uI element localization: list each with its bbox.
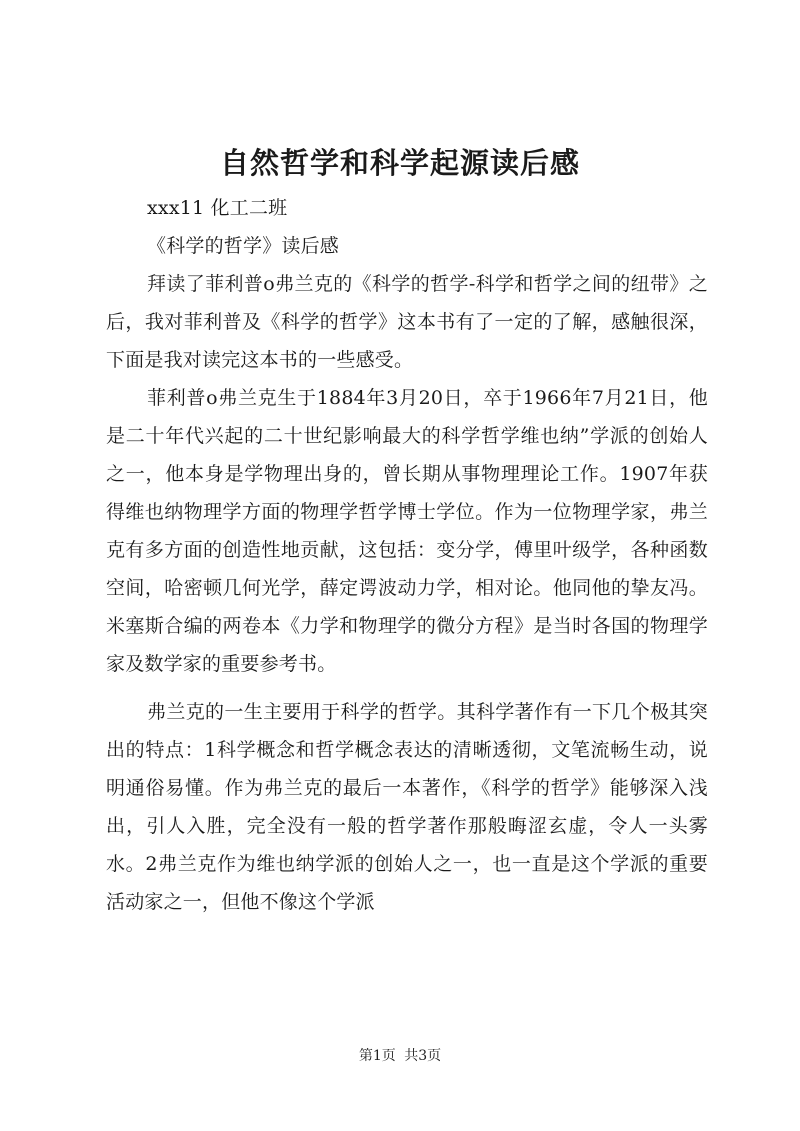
page-total: 共3页 xyxy=(404,1048,442,1064)
document-body xyxy=(106,189,708,921)
essay-subtitle: 《科学的哲学》读后感 xyxy=(147,235,340,257)
page-number: 第1页 xyxy=(358,1048,396,1064)
document-title: 自然哲学和科学起源读后感 xyxy=(219,146,580,180)
paragraph-1: 拜读了菲利普o弗兰克的《科学的哲学-科学和哲学之间的纽带》之后，我对菲利普及《科学的哲学》这本书有了一定的了解，感触很深，下面是我对读完这本书的一些感受。 xyxy=(106,273,708,371)
paragraph-3: 弗兰克的一生主要用于科学的哲学。其科学著作有一下几个极其突出的特点：1科学概念和哲学概念表达的清晰透彻，文笔流畅生动，说明通俗易懂。作为弗兰克的最后一本著作，《科学的哲学》能够深入浅出，引人入胜，完全没有一般的哲学著作那般晦涩玄虚，令人一头雾水。2弗兰克作为维也纳学派的创始人之一，也一直是这个学派的重要活动家之一，但他不像这个学派 xyxy=(106,701,708,913)
paragraph-2: 菲利普o弗兰克生于1884年3月20日，卒于1966年7月21日，他是二十年代兴起的二十世纪影响最大的科学哲学维也纳”学派的创始人之一，他本身是学物理出身的，曾长期从事物理理论工作。1907年获得维也纳物理学方面的物理学哲学博士学位。作为一位物理学家，弗兰克有多方面的创造性地贡献，这包括：变分学，傅里叶级学，各种函数空间，哈密顿几何光学，薛定谔波动力学，相对论。他同他的挚友冯。米塞斯合编的两卷本《力学和物理学的微分方程》是当时各国的物理学家及数学家的重要参考书。 xyxy=(106,387,708,675)
page-footer xyxy=(0,1046,800,1066)
author-line: xxx11 化工二班 xyxy=(147,197,288,219)
